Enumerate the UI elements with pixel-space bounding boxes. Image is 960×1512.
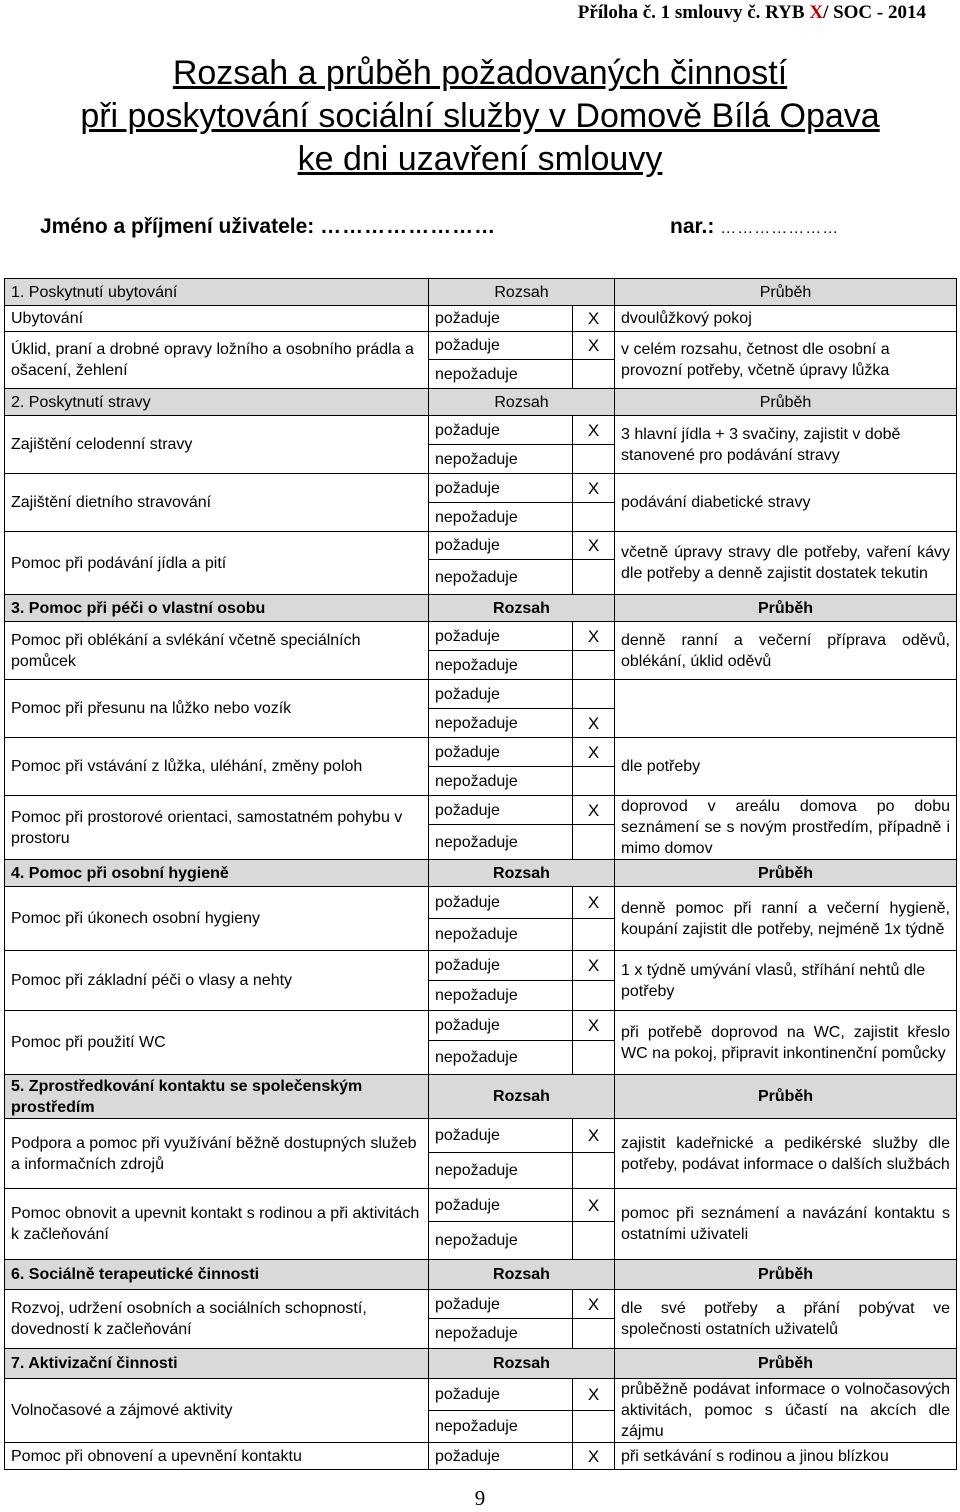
selection-mark[interactable]: X: [573, 416, 615, 445]
scope-header: Rozsah: [429, 1260, 615, 1290]
title-line-3: ke dni uzavření smlouvy: [297, 140, 663, 178]
table-row: [5, 1011, 957, 1041]
empty-mark[interactable]: [573, 981, 615, 1011]
selection-mark[interactable]: X: [573, 474, 615, 503]
user-name-line: [40, 215, 496, 239]
section-header: [5, 1349, 957, 1379]
section-header: [5, 389, 957, 416]
empty-mark[interactable]: [573, 651, 615, 680]
empty-mark[interactable]: [573, 503, 615, 532]
activity-course: [615, 680, 957, 738]
activity-name: Úklid, praní a drobné opravy ložního a osobního prádla a ošacení, žehlení: [5, 332, 429, 389]
required-option[interactable]: požaduje: [429, 738, 573, 767]
birth-date-line: [670, 215, 839, 239]
scope-header: Rozsah: [429, 279, 615, 306]
empty-mark[interactable]: [573, 1411, 615, 1443]
not-required-option[interactable]: nepožaduje: [429, 560, 573, 595]
course-header: Průběh: [615, 1075, 957, 1119]
not-required-option[interactable]: nepožaduje: [429, 919, 573, 951]
activity-course: dle potřeby: [615, 738, 957, 796]
selection-mark[interactable]: X: [573, 332, 615, 360]
not-required-option[interactable]: nepožaduje: [429, 1041, 573, 1075]
section-header: [5, 595, 957, 622]
user-name-label: Jméno a příjmení uživatele:: [40, 215, 315, 238]
empty-mark[interactable]: [573, 1153, 615, 1189]
selection-mark[interactable]: X: [573, 796, 615, 825]
table-row: [5, 306, 957, 332]
required-option[interactable]: požaduje: [429, 474, 573, 503]
not-required-option[interactable]: nepožaduje: [429, 445, 573, 474]
not-required-option[interactable]: nepožaduje: [429, 1153, 573, 1189]
selection-mark[interactable]: X: [573, 532, 615, 560]
required-option[interactable]: požaduje: [429, 887, 573, 919]
activity-course: průběžně podávat informace o volnočasových aktivitách, pomoc s účastí na akcích dle zájmu: [615, 1379, 957, 1443]
course-header: Průběh: [615, 860, 957, 887]
selection-mark[interactable]: X: [573, 709, 615, 738]
section-header: [5, 860, 957, 887]
required-option[interactable]: požaduje: [429, 622, 573, 651]
activity-course: denně ranní a večerní příprava oděvů, oblékání, úklid oděvů: [615, 622, 957, 680]
scope-header: Rozsah: [429, 595, 615, 622]
title-line-1: Rozsah a průběh požadovaných činností: [172, 54, 788, 92]
required-option[interactable]: požaduje: [429, 951, 573, 981]
selection-mark[interactable]: X: [573, 951, 615, 981]
section-title: 5. Zprostředkování kontaktu se společenským prostředím: [5, 1075, 429, 1119]
activity-name: Pomoc při prostorové orientaci, samostatném pohybu v prostoru: [5, 796, 429, 860]
activity-name: Pomoc při oblékání a svlékání včetně speciálních pomůcek: [5, 622, 429, 680]
activity-course: včetně úpravy stravy dle potřeby, vaření kávy dle potřeby a denně zajistit dostatek tekutin: [615, 532, 957, 595]
services-table: [4, 278, 957, 1470]
table-row: [5, 1379, 957, 1411]
table-row: [5, 951, 957, 981]
empty-mark[interactable]: [573, 680, 615, 709]
selection-mark[interactable]: X: [573, 306, 615, 332]
page-number: 9: [474, 1486, 486, 1510]
not-required-option[interactable]: nepožaduje: [429, 1411, 573, 1443]
table-row: [5, 622, 957, 651]
selection-mark[interactable]: X: [573, 1011, 615, 1041]
section-title: 4. Pomoc při osobní hygieně: [5, 860, 429, 887]
empty-mark[interactable]: [573, 767, 615, 796]
table-row: [5, 1119, 957, 1153]
table-row: [5, 1290, 957, 1319]
document-title: [0, 52, 960, 181]
scope-header: Rozsah: [429, 860, 615, 887]
annex-x: X: [809, 2, 824, 23]
section-header: [5, 1260, 957, 1290]
scope-header: Rozsah: [429, 1349, 615, 1379]
empty-mark[interactable]: [573, 1222, 615, 1260]
required-option[interactable]: požaduje: [429, 796, 573, 825]
table-row: [5, 332, 957, 360]
section-title: 6. Sociálně terapeutické činnosti: [5, 1260, 429, 1290]
table-row: [5, 532, 957, 560]
table-row: [5, 796, 957, 825]
annex-reference: [578, 2, 926, 24]
activity-name: Rozvoj, udržení osobních a sociálních schopností, dovedností k začleňování: [5, 1290, 429, 1349]
activity-name: Pomoc při základní péči o vlasy a nehty: [5, 951, 429, 1011]
activity-course: pomoc při seznámení a navázání kontaktu s ostatními uživateli: [615, 1189, 957, 1260]
empty-mark[interactable]: [573, 560, 615, 595]
not-required-option[interactable]: nepožaduje: [429, 651, 573, 680]
selection-mark[interactable]: X: [573, 887, 615, 919]
empty-mark[interactable]: [573, 919, 615, 951]
activity-name: Pomoc při přesunu na lůžko nebo vozík: [5, 680, 429, 738]
activity-course: zajistit kadeřnické a pedikérské služby dle potřeby, podávat informace o dalších službách: [615, 1119, 957, 1189]
required-option[interactable]: požaduje: [429, 306, 573, 332]
table-row: [5, 738, 957, 767]
activity-course: 3 hlavní jídla + 3 svačiny, zajistit v době stanovené pro podávání stravy: [615, 416, 957, 474]
table-row: [5, 416, 957, 445]
activity-name: Volnočasové a zájmové aktivity: [5, 1379, 429, 1443]
birth-date-label: nar.:: [670, 215, 715, 238]
scope-header: Rozsah: [429, 1075, 615, 1119]
activity-course: při setkávání s rodinou a jinou blízkou: [615, 1443, 957, 1470]
table-row: [5, 680, 957, 709]
required-option[interactable]: požaduje: [429, 1443, 573, 1470]
activity-course: 1 x týdně umývání vlasů, stříhání nehtů dle potřeby: [615, 951, 957, 1011]
activity-name: Zajištění celodenní stravy: [5, 416, 429, 474]
section-title: 2. Poskytnutí stravy: [5, 389, 429, 416]
empty-mark[interactable]: [573, 825, 615, 860]
activity-name: Pomoc při použití WC: [5, 1011, 429, 1075]
not-required-option[interactable]: nepožaduje: [429, 981, 573, 1011]
activity-course: dvoulůžkový pokoj: [615, 306, 957, 332]
annex-prefix: Příloha č. 1 smlouvy č. RYB: [577, 2, 810, 23]
not-required-option[interactable]: nepožaduje: [429, 503, 573, 532]
activity-course: denně pomoc při ranní a večerní hygieně, koupání zajistit dle potřeby, nejméně 1x týdně: [615, 887, 957, 951]
activity-course: v celém rozsahu, četnost dle osobní a provozní potřeby, včetně úpravy lůžka: [615, 332, 957, 389]
required-option[interactable]: požaduje: [429, 1011, 573, 1041]
not-required-option[interactable]: nepožaduje: [429, 767, 573, 796]
required-option[interactable]: požaduje: [429, 1379, 573, 1411]
course-header: Průběh: [615, 279, 957, 306]
activity-course: doprovod v areálu domova po dobu seznámení se s novým prostředím, případně i mimo domov: [615, 796, 957, 860]
selection-mark[interactable]: X: [573, 1290, 615, 1319]
section-header: [5, 1075, 957, 1119]
course-header: Průběh: [615, 1349, 957, 1379]
activity-name: Pomoc při podávání jídla a pití: [5, 532, 429, 595]
activity-name: Ubytování: [5, 306, 429, 332]
activity-name: Podpora a pomoc při využívání běžně dostupných služeb a informačních zdrojů: [5, 1119, 429, 1189]
birth-date-field[interactable]: …………………: [720, 220, 840, 237]
user-name-field[interactable]: ……………………: [320, 215, 497, 238]
selection-mark[interactable]: X: [573, 1189, 615, 1222]
empty-mark[interactable]: [573, 1319, 615, 1349]
required-option[interactable]: požaduje: [429, 1119, 573, 1153]
scope-header: Rozsah: [429, 389, 615, 416]
course-header: Průběh: [615, 1260, 957, 1290]
not-required-option[interactable]: nepožaduje: [429, 825, 573, 860]
selection-mark[interactable]: X: [573, 1443, 615, 1470]
required-option[interactable]: požaduje: [429, 1189, 573, 1222]
course-header: Průběh: [615, 595, 957, 622]
table-row: [5, 887, 957, 919]
selection-mark[interactable]: X: [573, 1379, 615, 1411]
selection-mark[interactable]: X: [573, 738, 615, 767]
course-header: Průběh: [615, 389, 957, 416]
table-row: [5, 1443, 957, 1470]
required-option[interactable]: požaduje: [429, 332, 573, 360]
activity-course: při potřebě doprovod na WC, zajistit křeslo WC na pokoj, připravit inkontinenční pomůcky: [615, 1011, 957, 1075]
activity-name: Zajištění dietního stravování: [5, 474, 429, 532]
activity-name: Pomoc při obnovení a upevnění kontaktu: [5, 1443, 429, 1470]
table-row: [5, 474, 957, 503]
activity-course: podávání diabetické stravy: [615, 474, 957, 532]
activity-name: Pomoc obnovit a upevnit kontakt s rodinou a při aktivitách k začleňování: [5, 1189, 429, 1260]
annex-suffix: / SOC - 2014: [823, 2, 926, 23]
activity-name: Pomoc při úkonech osobní hygieny: [5, 887, 429, 951]
not-required-option[interactable]: nepožaduje: [429, 709, 573, 738]
required-option[interactable]: požaduje: [429, 1290, 573, 1319]
required-option[interactable]: požaduje: [429, 416, 573, 445]
table-row: [5, 1189, 957, 1222]
section-title: 7. Aktivizační činnosti: [5, 1349, 429, 1379]
empty-mark[interactable]: [573, 360, 615, 389]
selection-mark[interactable]: X: [573, 622, 615, 651]
section-title: 1. Poskytnutí ubytování: [5, 279, 429, 306]
required-option[interactable]: požaduje: [429, 532, 573, 560]
selection-mark[interactable]: X: [573, 1119, 615, 1153]
activity-course: dle své potřeby a přání pobývat ve společnosti ostatních uživatelů: [615, 1290, 957, 1349]
empty-mark[interactable]: [573, 1041, 615, 1075]
required-option[interactable]: požaduje: [429, 680, 573, 709]
not-required-option[interactable]: nepožaduje: [429, 360, 573, 389]
title-line-2: při poskytování sociální služby v Domově Bílá Opava: [80, 97, 880, 135]
activity-name: Pomoc při vstávání z lůžka, uléhání, změny poloh: [5, 738, 429, 796]
section-header: [5, 279, 957, 306]
not-required-option[interactable]: nepožaduje: [429, 1319, 573, 1349]
empty-mark[interactable]: [573, 445, 615, 474]
section-title: 3. Pomoc při péči o vlastní osobu: [5, 595, 429, 622]
not-required-option[interactable]: nepožaduje: [429, 1222, 573, 1260]
